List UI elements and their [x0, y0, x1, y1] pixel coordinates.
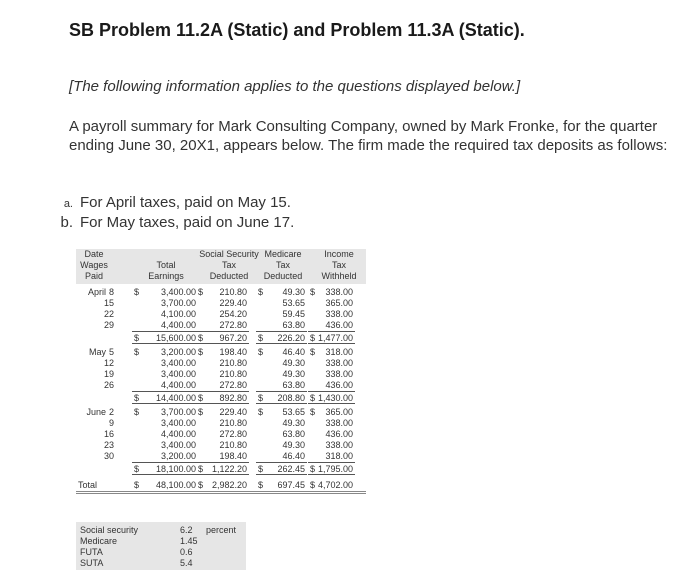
medicare-cell: 46.40 [282, 451, 305, 461]
income-tax-cell: 436.00 [325, 380, 353, 390]
income-tax-cell: 365.00 [325, 298, 353, 308]
income-tax-cell: 338.00 [325, 287, 353, 297]
pay-day: 12 [103, 358, 114, 368]
currency-sign: $ [198, 347, 204, 357]
total-earnings: 48,100.00 [155, 480, 196, 490]
social-security-cell: 198.40 [219, 347, 247, 357]
medicare-cell: 49.30 [282, 369, 305, 379]
social-security-cell: 210.80 [219, 440, 247, 450]
total-earnings-cell: 3,400.00 [160, 369, 196, 379]
step-item [56, 214, 294, 234]
income-tax-cell: 338.00 [325, 358, 353, 368]
rate-value: 5.4 [180, 558, 193, 568]
social-security-cell: 229.40 [219, 298, 247, 308]
pay-day: 5 [108, 347, 114, 357]
problem-paragraph: A payroll summary for Mark Consulting Company, owned by Mark Fronke, for the quarter ending June 30, 20X1, appears below. The firm made the required tax deposits as follows: [69, 118, 668, 154]
subtotal-row [76, 391, 366, 404]
subtotal-row [76, 462, 366, 475]
total-medicare: 697.45 [277, 480, 305, 490]
social-security-cell: 210.80 [219, 369, 247, 379]
medicare-cell: 63.80 [282, 320, 305, 330]
currency-sign: $ [258, 480, 264, 490]
deposit-steps [56, 194, 294, 234]
income-tax-cell: 318.00 [325, 451, 353, 461]
total-earnings-cell: 4,400.00 [160, 429, 196, 439]
currency-sign: $ [198, 480, 204, 490]
subtotal-income-tax: 1,477.00 [317, 333, 353, 343]
currency-sign: $ [198, 393, 204, 403]
subtotal-earnings: 14,400.00 [155, 393, 196, 403]
currency-sign: $ [198, 464, 204, 474]
currency-sign: $ [310, 287, 316, 297]
table-row [76, 298, 366, 309]
medicare-cell: 63.80 [282, 380, 305, 390]
table-row [76, 309, 366, 320]
rate-unit: percent [206, 525, 237, 535]
pay-day: 26 [103, 380, 114, 390]
rate-row [76, 536, 246, 547]
intro-note: [The following information applies to the questions displayed below.] [69, 78, 521, 95]
total-earnings-cell: 3,400.00 [160, 440, 196, 450]
pay-day: 16 [103, 429, 114, 439]
total-earnings-cell: 4,400.00 [160, 380, 196, 390]
social-security-cell: 210.80 [219, 287, 247, 297]
pay-day: 15 [103, 298, 114, 308]
social-security-cell: 198.40 [219, 451, 247, 461]
currency-sign: $ [134, 407, 140, 417]
income-tax-cell: 338.00 [325, 309, 353, 319]
medicare-cell: 63.80 [282, 429, 305, 439]
currency-sign: $ [198, 407, 204, 417]
table-body [76, 284, 366, 494]
month-group [76, 344, 366, 404]
total-earnings-cell: 4,400.00 [160, 320, 196, 330]
total-social-security: 2,982.20 [211, 480, 247, 490]
rate-name: Social security [80, 525, 139, 535]
total-income-tax: 4,702.00 [317, 480, 353, 490]
step-text: For May taxes, paid on June 17. [80, 214, 295, 231]
total-earnings-cell: 3,200.00 [160, 451, 196, 461]
currency-sign: $ [258, 347, 264, 357]
total-earnings-cell: 3,400.00 [160, 358, 196, 368]
medicare-cell: 49.30 [282, 418, 305, 428]
table-row [76, 358, 366, 369]
rate-name: Medicare [80, 536, 118, 546]
social-security-cell: 254.20 [219, 309, 247, 319]
income-tax-cell: 338.00 [325, 369, 353, 379]
total-earnings-cell: 3,700.00 [160, 298, 196, 308]
rate-value: 0.6 [180, 547, 193, 557]
subtotal-social-security: 892.80 [219, 393, 247, 403]
subtotal-income-tax: 1,430.00 [317, 393, 353, 403]
currency-sign: $ [310, 333, 316, 343]
medicare-cell: 53.65 [282, 298, 305, 308]
step-text: For April taxes, paid on May 15. [80, 194, 291, 211]
header-medicare: Medicare Tax Deducted [263, 249, 303, 281]
total-earnings-cell: 3,400.00 [160, 418, 196, 428]
table-row [76, 418, 366, 429]
currency-sign: $ [310, 407, 316, 417]
currency-sign: $ [134, 393, 140, 403]
medicare-cell: 49.30 [282, 440, 305, 450]
table-row [76, 369, 366, 380]
total-earnings-cell: 3,400.00 [160, 287, 196, 297]
pay-day: 19 [103, 369, 114, 379]
income-tax-cell: 318.00 [325, 347, 353, 357]
table-row [76, 287, 366, 298]
currency-sign: $ [258, 407, 264, 417]
header-date: Date Wages Paid [80, 249, 108, 281]
rate-name: SUTA [80, 558, 104, 568]
medicare-cell: 59.45 [282, 309, 305, 319]
rate-value: 1.45 [180, 536, 198, 546]
rate-value: 6.2 [180, 525, 193, 535]
income-tax-cell: 338.00 [325, 418, 353, 428]
total-label: Total [78, 480, 98, 490]
page-title: SB Problem 11.2A (Static) and Problem 11.3A (Static). [69, 20, 525, 40]
month-label: April [87, 287, 106, 297]
table-row [76, 440, 366, 451]
pay-day: 23 [103, 440, 114, 450]
currency-sign: $ [134, 464, 140, 474]
pay-day: 2 [108, 407, 114, 417]
total-earnings-cell: 3,700.00 [160, 407, 196, 417]
currency-sign: $ [134, 480, 140, 490]
table-row [76, 347, 366, 358]
currency-sign: $ [310, 480, 316, 490]
header-total-earnings: Total Earnings [148, 260, 184, 281]
subtotal-social-security: 1,122.20 [211, 464, 247, 474]
social-security-cell: 272.80 [219, 429, 247, 439]
payroll-summary-table [76, 249, 366, 494]
rate-row [76, 547, 246, 558]
subtotal-earnings: 15,600.00 [155, 333, 196, 343]
total-earnings-cell: 3,200.00 [160, 347, 196, 357]
rate-row [76, 558, 246, 569]
subtotal-social-security: 967.20 [219, 333, 247, 343]
rate-name: FUTA [80, 547, 103, 557]
subtotal-earnings: 18,100.00 [155, 464, 196, 474]
social-security-cell: 272.80 [219, 380, 247, 390]
pay-day: 29 [103, 320, 114, 330]
total-earnings-cell: 4,100.00 [160, 309, 196, 319]
subtotal-medicare: 226.20 [277, 333, 305, 343]
currency-sign: $ [258, 464, 264, 474]
currency-sign: $ [310, 393, 316, 403]
header-income-tax: Income Tax Withheld [321, 249, 357, 281]
header-social-security: Social Security Tax Deducted [199, 249, 259, 281]
pay-day: 22 [103, 309, 114, 319]
currency-sign: $ [258, 393, 264, 403]
tax-rates-box [76, 522, 246, 570]
subtotal-row [76, 331, 366, 344]
currency-sign: $ [258, 333, 264, 343]
rate-row [76, 525, 246, 536]
subtotal-medicare: 208.80 [277, 393, 305, 403]
table-row [76, 380, 366, 391]
subtotal-medicare: 262.45 [277, 464, 305, 474]
month-label: May [88, 347, 106, 357]
income-tax-cell: 338.00 [325, 440, 353, 450]
social-security-cell: 229.40 [219, 407, 247, 417]
month-group [76, 404, 366, 475]
income-tax-cell: 365.00 [325, 407, 353, 417]
month-label: June [86, 407, 106, 417]
medicare-cell: 53.65 [282, 407, 305, 417]
social-security-cell: 210.80 [219, 358, 247, 368]
month-group [76, 284, 366, 344]
table-row [76, 451, 366, 462]
social-security-cell: 272.80 [219, 320, 247, 330]
currency-sign: $ [134, 333, 140, 343]
step-marker: b. [60, 214, 73, 231]
currency-sign: $ [134, 347, 140, 357]
pay-day: 9 [108, 418, 114, 428]
step-item [56, 194, 294, 214]
currency-sign: $ [198, 287, 204, 297]
pay-day: 8 [108, 287, 114, 297]
table-row [76, 429, 366, 440]
currency-sign: $ [134, 287, 140, 297]
medicare-cell: 46.40 [282, 347, 305, 357]
social-security-cell: 210.80 [219, 418, 247, 428]
income-tax-cell: 436.00 [325, 429, 353, 439]
medicare-cell: 49.30 [282, 287, 305, 297]
currency-sign: $ [310, 464, 316, 474]
pay-day: 30 [103, 451, 114, 461]
currency-sign: $ [258, 287, 264, 297]
medicare-cell: 49.30 [282, 358, 305, 368]
currency-sign: $ [310, 347, 316, 357]
income-tax-cell: 436.00 [325, 320, 353, 330]
subtotal-income-tax: 1,795.00 [317, 464, 353, 474]
table-header [76, 249, 366, 284]
total-row [76, 478, 366, 494]
table-row [76, 407, 366, 418]
table-row [76, 320, 366, 331]
step-marker: a. [63, 198, 73, 210]
currency-sign: $ [198, 333, 204, 343]
